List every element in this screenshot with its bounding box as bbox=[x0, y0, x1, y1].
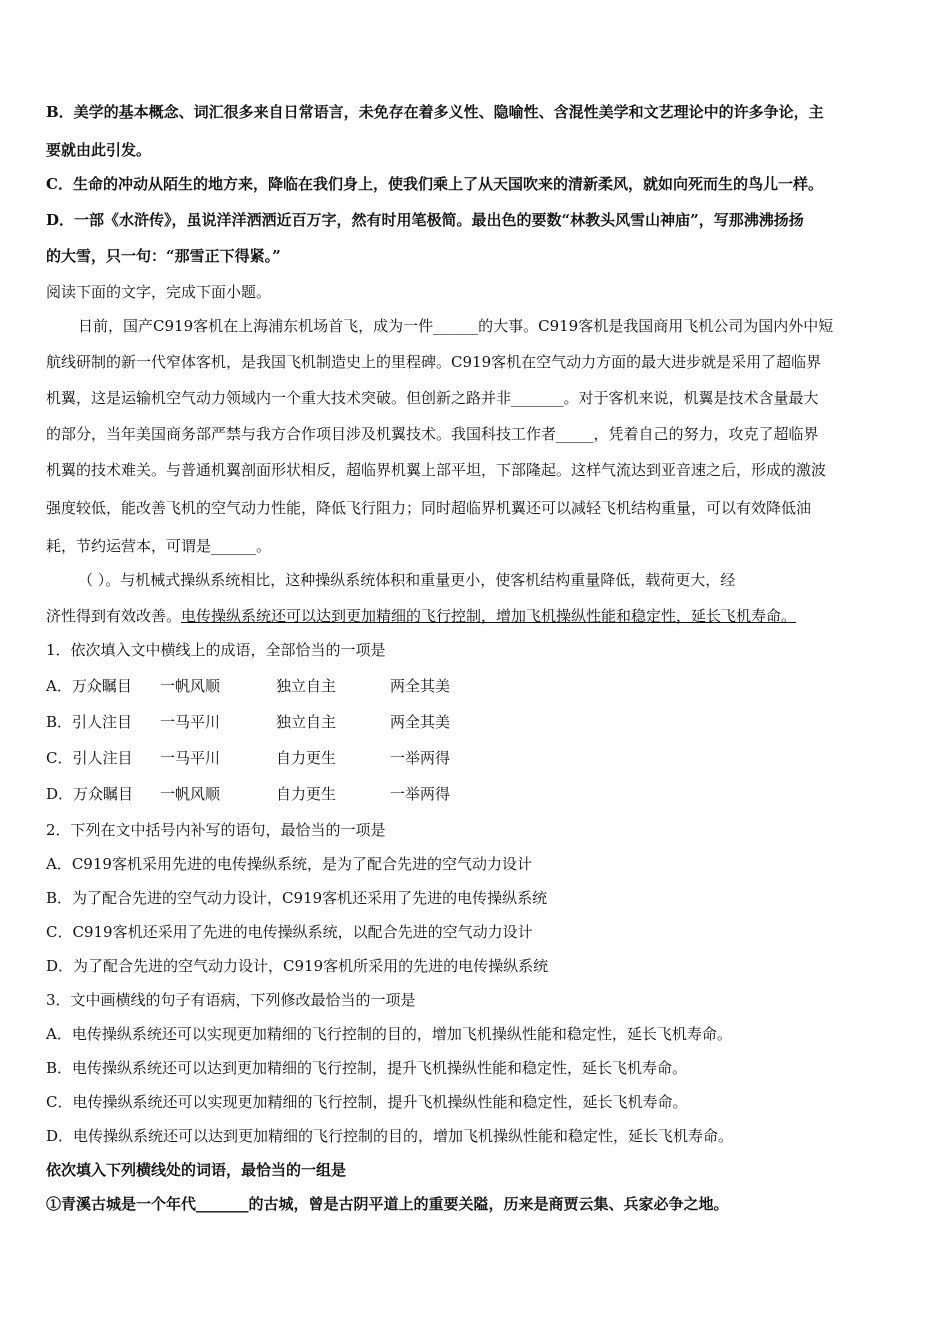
option-choice: 一帆风顺 bbox=[160, 785, 221, 803]
passage-line: 航线研制的新一代窄体客机，是我国飞机制造史上的里程碑。C919客机在空气动力方面的最大进步就是采用了超临界 bbox=[46, 353, 822, 371]
option-choice: 自力更生 bbox=[276, 785, 337, 803]
question-1-option-a bbox=[46, 676, 450, 696]
prev-option-b-line2: 要就由此引发。 bbox=[46, 141, 152, 159]
prev-option-c: C．生命的冲动从陌生的地方来，降临在我们身上，使我们乘上了从天国吹来的清新柔风，就如向死而生的鸟儿一样。 bbox=[46, 175, 823, 193]
option-label: A．万众瞩目 bbox=[46, 677, 132, 695]
next-question-stem: 依次填入下列横线处的词语，最恰当的一组是 bbox=[46, 1161, 347, 1179]
option-label: B．引人注目 bbox=[46, 713, 133, 731]
option-label: D．万众瞩目 bbox=[46, 785, 134, 803]
reading-intro: 阅读下面的文字，完成下面小题。 bbox=[46, 283, 272, 301]
option-choice: 一马平川 bbox=[160, 749, 221, 767]
question-2-stem: 2．下列在文中括号内补写的语句，最恰当的一项是 bbox=[46, 821, 386, 839]
question-3-stem: 3．文中画横线的句子有语病，下列修改最恰当的一项是 bbox=[46, 991, 416, 1009]
option-choice: 一帆风顺 bbox=[160, 677, 221, 695]
option-choice: 一举两得 bbox=[390, 785, 451, 803]
option-choice: 自力更生 bbox=[276, 749, 337, 767]
question-3-option-c: C．电传操纵系统还可以实现更加精细的飞行控制，提升飞机操纵性能和稳定性，延长飞机寿命。 bbox=[46, 1093, 688, 1111]
option-choice: 两全其美 bbox=[390, 713, 451, 731]
question-3-option-a: A．电传操纵系统还可以实现更加精细的飞行控制的目的，增加飞机操纵性能和稳定性，延长飞机寿命。 bbox=[46, 1025, 732, 1043]
question-2-option-d: D．为了配合先进的空气动力设计，C919客机所采用的先进的电传操纵系统 bbox=[46, 957, 549, 975]
prev-option-d-line2: 的大雪，只一句：“那雪正下得紧。” bbox=[46, 247, 281, 265]
passage-line: 机翼，这是运输机空气动力领域内一个重大技术突破。但创新之路并非_______。对于客机来说，机翼是技术含量最大 bbox=[46, 389, 819, 407]
question-1-option-d bbox=[46, 784, 450, 804]
question-2-option-c: C．C919客机还采用了先进的电传操纵系统，以配合先进的空气动力设计 bbox=[46, 923, 533, 941]
option-choice: 两全其美 bbox=[390, 677, 451, 695]
prev-option-b-line1: B．美学的基本概念、词汇很多来自日常语言，未免存在着多义性、隐喻性、含混性美学和文艺理论中的许多争论，主 bbox=[46, 103, 824, 121]
passage-line: 耗，节约运营本，可谓是______。 bbox=[46, 537, 272, 555]
next-question-item-1: ①青溪古城是一个年代_______的古城，曾是古阴平道上的重要关隘，历来是商贾云集、兵家必争之地。 bbox=[46, 1195, 729, 1213]
passage-para2-line2 bbox=[46, 606, 796, 626]
prev-option-d-line1: D．一部《水浒传》，虽说洋洋洒洒近百万字，然有时用笔极简。最出色的要数“林教头风雪山神庙”，写那沸沸扬扬 bbox=[46, 211, 804, 229]
question-2-option-b: B．为了配合先进的空气动力设计，C919客机还采用了先进的电传操纵系统 bbox=[46, 889, 548, 907]
question-2-option-a: A．C919客机采用先进的电传操纵系统，是为了配合先进的空气动力设计 bbox=[46, 855, 532, 873]
option-choice: 独立自主 bbox=[276, 713, 337, 731]
question-1-stem: 1．依次填入文中横线上的成语，全部恰当的一项是 bbox=[46, 641, 386, 659]
question-3-option-b: B．电传操纵系统还可以达到更加精细的飞行控制，提升飞机操纵性能和稳定性，延长飞机寿命。 bbox=[46, 1059, 688, 1077]
question-1-option-b bbox=[46, 712, 450, 732]
option-choice: 一举两得 bbox=[390, 749, 451, 767]
question-1-option-c bbox=[46, 748, 450, 768]
option-choice: 独立自主 bbox=[276, 677, 337, 695]
passage-para2-text: 济性得到有效改善。 bbox=[46, 607, 182, 625]
question-3-option-d: D．电传操纵系统还可以达到更加精细的飞行控制的目的，增加飞机操纵性能和稳定性，延长飞机寿命。 bbox=[46, 1127, 734, 1145]
passage-line: 强度较低，能改善飞机的空气动力性能，降低飞行阻力；同时超临界机翼还可以减轻飞机结构重量，可以有效降低油 bbox=[46, 499, 812, 517]
passage-para2-line1: （ ）。与机械式操纵系统相比，这种操纵系统体积和重量更小，使客机结构重量降低，载荷更大，经 bbox=[78, 571, 736, 589]
option-label: C．引人注目 bbox=[46, 749, 133, 767]
option-choice: 一马平川 bbox=[160, 713, 221, 731]
passage-line: 机翼的技术难关。与普通机翼剖面形状相反，超临界机翼上部平坦，下部隆起。这样气流达到亚音速之后，形成的激波 bbox=[46, 461, 827, 479]
underlined-sentence: 电传操纵系统还可以达到更加精细的飞行控制，增加飞机操纵性能和稳定性，延长飞机寿命。 bbox=[181, 607, 797, 625]
passage-line: 日前，国产C919客机在上海浦东机场首飞，成为一件______的大事。C919客机是我国商用飞机公司为国内外中短 bbox=[78, 317, 834, 335]
passage-line: 的部分，当年美国商务部严禁与我方合作项目涉及机翼技术。我国科技工作者_____，凭着自己的努力，攻克了超临界 bbox=[46, 425, 819, 443]
